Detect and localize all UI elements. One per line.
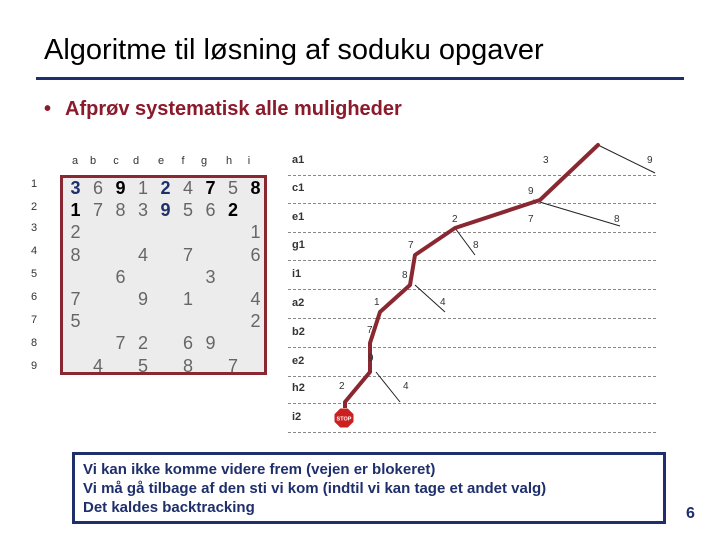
tree-level-label: g1 bbox=[292, 239, 305, 251]
tree-level-label: e2 bbox=[292, 355, 305, 367]
tree-node-value: 8 bbox=[402, 270, 408, 281]
row-label: 6 bbox=[30, 291, 38, 303]
tree-edge bbox=[376, 372, 400, 402]
col-label: d bbox=[132, 155, 140, 167]
tree-node-value: 8 bbox=[614, 214, 620, 225]
col-label: e bbox=[157, 155, 165, 167]
bullet-dot-icon: • bbox=[44, 98, 52, 120]
col-label: c bbox=[113, 155, 119, 167]
sudoku-cell: 2 bbox=[160, 178, 171, 198]
row-label: 8 bbox=[30, 337, 38, 349]
sudoku-cell: 5 bbox=[182, 200, 193, 221]
sudoku-cell: 7 bbox=[227, 355, 238, 376]
tree-level-label: b2 bbox=[292, 326, 305, 338]
sudoku-cell: 6 bbox=[182, 333, 193, 354]
sudoku-cell: 7 bbox=[92, 200, 103, 221]
sudoku-cell: 4 bbox=[250, 289, 261, 309]
sudoku-cell: 3 bbox=[70, 178, 81, 198]
tree-level-label: c1 bbox=[292, 182, 305, 194]
sudoku-cell: 2 bbox=[250, 311, 261, 332]
sudoku-cell: 4 bbox=[137, 244, 148, 265]
tree-node-value: 2 bbox=[452, 214, 458, 225]
sudoku-cell: 6 bbox=[115, 266, 126, 287]
message-line: Vi må gå tilbage af den sti vi kom (indtil vi kan tage et andet valg) bbox=[83, 480, 547, 497]
col-label: b bbox=[89, 155, 97, 167]
sudoku-cell: 9 bbox=[137, 289, 148, 309]
tree-node-value: 4 bbox=[403, 381, 409, 392]
row-label: 9 bbox=[30, 360, 38, 372]
sudoku-cell: 1 bbox=[182, 289, 193, 309]
sudoku-cell: 8 bbox=[115, 200, 126, 221]
slide-title: Algoritme til løsning af soduku opgaver bbox=[44, 34, 544, 66]
sudoku-cell: 2 bbox=[137, 333, 148, 354]
sudoku-cell: 9 bbox=[160, 200, 171, 221]
tree-node-value: 7 bbox=[528, 214, 534, 225]
row-label: 7 bbox=[30, 314, 38, 326]
col-label: f bbox=[181, 155, 185, 167]
sudoku-cell: 4 bbox=[92, 355, 103, 376]
col-label: g bbox=[200, 155, 208, 167]
tree-level-label: e1 bbox=[292, 211, 305, 223]
sudoku-cell: 8 bbox=[250, 178, 261, 198]
row-label: 4 bbox=[30, 245, 38, 257]
row-label: 3 bbox=[30, 222, 38, 234]
sudoku-cell: 9 bbox=[205, 333, 216, 354]
stop-sign-text: STOP bbox=[336, 416, 352, 423]
tree-node-value: 9 bbox=[368, 353, 374, 364]
bullet-text: Afprøv systematisk alle muligheder bbox=[65, 98, 402, 120]
sudoku-cell: 7 bbox=[205, 178, 216, 198]
sudoku-cell: 3 bbox=[205, 266, 216, 287]
col-label: a bbox=[71, 155, 79, 167]
tree-node-value: 2 bbox=[339, 381, 345, 392]
sudoku-cell: 8 bbox=[182, 355, 193, 376]
sudoku-cell: 5 bbox=[70, 311, 81, 332]
row-label: 1 bbox=[30, 178, 38, 190]
sudoku-cell: 4 bbox=[182, 178, 193, 198]
tree-edge bbox=[455, 228, 475, 255]
sudoku-cell: 7 bbox=[182, 244, 193, 265]
message-line: Det kaldes backtracking bbox=[83, 499, 255, 516]
backtrack-path bbox=[345, 145, 598, 410]
sudoku-cell: 5 bbox=[227, 178, 238, 198]
tree-level-label: a1 bbox=[292, 154, 305, 166]
sudoku-cell: 5 bbox=[137, 355, 148, 376]
tree-level-label: i2 bbox=[292, 411, 302, 423]
tree-node-value: 4 bbox=[440, 297, 446, 308]
tree-node-value: 7 bbox=[408, 240, 414, 251]
sudoku-cell: 1 bbox=[137, 178, 148, 198]
sudoku-cell: 9 bbox=[115, 178, 126, 198]
row-label: 2 bbox=[30, 201, 38, 213]
sudoku-cell: 6 bbox=[92, 178, 103, 198]
col-label: i bbox=[247, 155, 251, 167]
tree-level-label: h2 bbox=[292, 382, 305, 394]
stop-sign-icon bbox=[334, 408, 354, 428]
page-number: 6 bbox=[686, 505, 695, 522]
tree-node-value: 8 bbox=[473, 240, 479, 251]
sudoku-cell: 6 bbox=[205, 200, 216, 221]
sudoku-cell: 7 bbox=[115, 333, 126, 354]
sudoku-cell: 1 bbox=[70, 200, 81, 221]
tree-node-value: 9 bbox=[647, 155, 653, 166]
sudoku-cell: 7 bbox=[70, 289, 81, 309]
sudoku-cell: 2 bbox=[227, 200, 238, 221]
sudoku-cell: 6 bbox=[250, 244, 261, 265]
message-line: Vi kan ikke komme videre frem (vejen er blokeret) bbox=[83, 461, 436, 478]
message-box bbox=[72, 452, 666, 524]
tree-level-label: i1 bbox=[292, 268, 302, 280]
sudoku-cell: 3 bbox=[137, 200, 148, 221]
sudoku-cell: 2 bbox=[70, 222, 81, 243]
tree-node-value: 3 bbox=[543, 155, 549, 166]
tree-node-value: 7 bbox=[367, 325, 373, 336]
col-label: h bbox=[225, 155, 233, 167]
tree-level-label: a2 bbox=[292, 297, 305, 309]
tree-node-value: 1 bbox=[374, 297, 380, 308]
tree-edge bbox=[533, 200, 620, 226]
row-label: 5 bbox=[30, 268, 38, 280]
sudoku-cell: 8 bbox=[70, 244, 81, 265]
sudoku-cell: 1 bbox=[250, 222, 261, 243]
tree-node-value: 9 bbox=[528, 186, 534, 197]
